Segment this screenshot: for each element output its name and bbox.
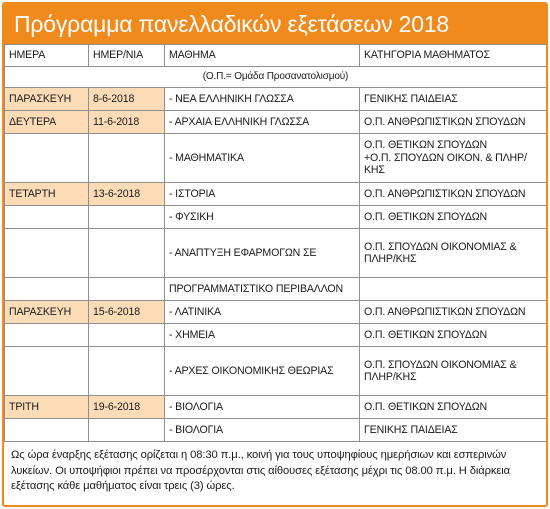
row-date	[89, 324, 165, 347]
row-date	[89, 347, 165, 396]
exam-info-note: Ως ώρα έναρξης εξέτασης ορίζεται η 08:30 π.μ., κοινή για τους υποψηφίους ημερήσιων και εσπερινών λυκείων. Οι υποψήφιοι πρέπει να προσέρχονται στις αίθουσες εξέτασης μέχρι τις 08.00 π.μ. Η διάρκεια εξέτασης κάθε μαθήματος είναι τρεις (3) ώρες.	[11, 449, 510, 493]
table-row	[5, 278, 547, 301]
row-date	[89, 206, 165, 229]
exam-schedule-panel	[2, 2, 548, 507]
column-header-date: ΗΜΕΡ/ΝΙΑ	[89, 45, 165, 67]
table-row	[5, 324, 547, 347]
row-day	[5, 229, 89, 278]
row-subject: - ΦΥΣΙΚΗ	[165, 206, 360, 229]
row-subject: - ΝΕΑ ΕΛΛΗΝΙΚΗ ΓΛΩΣΣΑ	[165, 88, 360, 111]
row-day: ΠΑΡΑΣΚΕΥΗ	[5, 301, 89, 324]
table-row	[5, 88, 547, 111]
row-date	[89, 229, 165, 278]
row-day: ΤΕΤΑΡΤΗ	[5, 183, 89, 206]
row-category: Ο.Π. ΘΕΤΙΚΩΝ ΣΠΟΥΔΩΝ +Ο.Π. ΣΠΟΥΔΩΝ ΟΙΚΟΝ. & ΠΛΗΡ/ ΚΗΣ	[360, 134, 547, 183]
column-header-subject: ΜΑΘΗΜΑ	[165, 45, 360, 67]
legend-note: (Ο.Π.= Ομάδα Προσανατολισμού)	[5, 67, 547, 88]
row-day	[5, 324, 89, 347]
row-subject: - ΙΣΤΟΡΙΑ	[165, 183, 360, 206]
row-category: Ο.Π. ΑΝΘΡΩΠΙΣΤΙΚΩΝ ΣΠΟΥΔΩΝ	[360, 111, 547, 134]
row-date	[89, 134, 165, 183]
row-category: Ο.Π. ΣΠΟΥΔΩΝ ΟΙΚΟΝΟΜΙΑΣ & ΠΛΗΡ/ΚΗΣ	[360, 229, 547, 278]
row-category: Ο.Π. ΑΝΘΡΩΠΙΣΤΙΚΩΝ ΣΠΟΥΔΩΝ	[360, 183, 547, 206]
row-date: 11-6-2018	[89, 111, 165, 134]
table-header-row	[5, 45, 547, 67]
row-day	[5, 419, 89, 442]
column-header-day: ΗΜΕΡΑ	[5, 45, 89, 67]
row-day: ΔΕΥΤΕΡΑ	[5, 111, 89, 134]
row-date	[89, 278, 165, 301]
row-category: Ο.Π. ΘΕΤΙΚΩΝ ΣΠΟΥΔΩΝ	[360, 396, 547, 419]
legend-row	[5, 67, 547, 88]
column-header-category: ΚΑΤΗΓΟΡΙΑ ΜΑΘΗΜΑΤΟΣ	[360, 45, 547, 67]
row-date: 15-6-2018	[89, 301, 165, 324]
row-subject: - ΑΡΧΑΙΑ ΕΛΛΗΝΙΚΗ ΓΛΩΣΣΑ	[165, 111, 360, 134]
row-date: 8-6-2018	[89, 88, 165, 111]
row-date	[89, 419, 165, 442]
row-subject: ΠΡΟΓΡΑΜΜΑΤΙΣΤΙΚΟ ΠΕΡΙΒΑΛΛΟΝ	[165, 278, 360, 301]
row-category: Ο.Π. ΑΝΘΡΩΠΙΣΤΙΚΩΝ ΣΠΟΥΔΩΝ	[360, 301, 547, 324]
table-row	[5, 111, 547, 134]
row-day	[5, 347, 89, 396]
table-row	[5, 396, 547, 419]
table-row	[5, 229, 547, 278]
row-subject: - ΑΝΑΠΤΥΞΗ ΕΦΑΡΜΟΓΩΝ ΣΕ	[165, 229, 360, 278]
table-row	[5, 206, 547, 229]
row-subject: - ΑΡΧΕΣ ΟΙΚΟΝΟΜΙΚΗΣ ΘΕΩΡΙΑΣ	[165, 347, 360, 396]
row-subject: - ΛΑΤΙΝΙΚΑ	[165, 301, 360, 324]
page-title: Πρόγραμμα πανελλαδικών εξετάσεων 2018	[4, 4, 546, 44]
row-day: ΤΡΙΤΗ	[5, 396, 89, 419]
row-day	[5, 134, 89, 183]
row-subject: - ΧΗΜΕΙΑ	[165, 324, 360, 347]
row-category	[360, 278, 547, 301]
row-date: 19-6-2018	[89, 396, 165, 419]
row-date: 13-6-2018	[89, 183, 165, 206]
table-row	[5, 183, 547, 206]
row-category: Ο.Π. ΘΕΤΙΚΩΝ ΣΠΟΥΔΩΝ	[360, 206, 547, 229]
row-subject: - ΜΑΘΗΜΑΤΙΚΑ	[165, 134, 360, 183]
table-row	[5, 301, 547, 324]
table-row	[5, 419, 547, 442]
row-day: ΠΑΡΑΣΚΕΥΗ	[5, 88, 89, 111]
row-subject: - ΒΙΟΛΟΓΙΑ	[165, 419, 360, 442]
row-day	[5, 206, 89, 229]
row-subject: - ΒΙΟΛΟΓΙΑ	[165, 396, 360, 419]
row-category: Ο.Π. ΘΕΤΙΚΩΝ ΣΠΟΥΔΩΝ	[360, 324, 547, 347]
row-day	[5, 278, 89, 301]
row-category: ΓΕΝΙΚΗΣ ΠΑΙΔΕΙΑΣ	[360, 88, 547, 111]
row-category: ΓΕΝΙΚΗΣ ΠΑΙΔΕΙΑΣ	[360, 419, 547, 442]
table-row	[5, 134, 547, 183]
row-category: Ο.Π. ΣΠΟΥΔΩΝ ΟΙΚΟΝΟΜΙΑΣ & ΠΛΗΡ/ΚΗΣ	[360, 347, 547, 396]
table-row	[5, 347, 547, 396]
schedule-table	[4, 44, 547, 442]
